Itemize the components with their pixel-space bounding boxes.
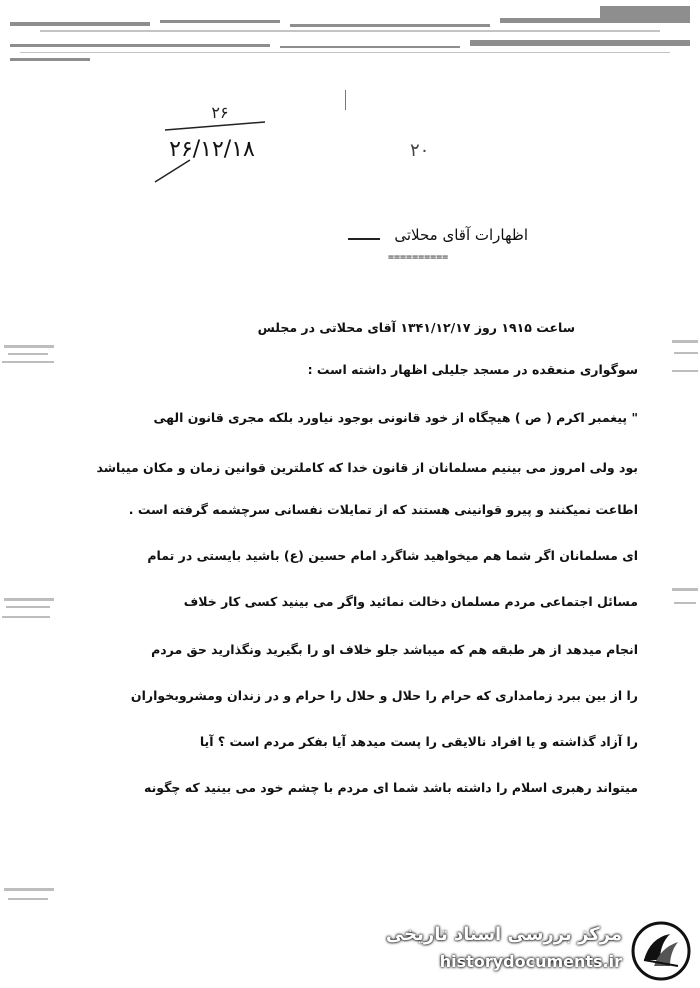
title-double-underline: ========== [388,252,449,263]
edge-noise-left-2 [0,590,60,640]
stamp-mark: ۲۰ [410,140,430,161]
body-line-1: ساعت ۱۹۱۵ روز ۱۳۴۱/۱۲/۱۷ آقای محلاتی در مجلس [257,320,575,335]
body-line-6: ای مسلمانان اگر شما هم میخواهید شاگرد امام حسین (ع) باشید بایستی در تمام [147,548,638,563]
body-line-2: سوگواری منعقده در مسجد جلیلی اظهار داشته است : [307,362,638,377]
handwritten-marks: ۲۶ [211,103,229,122]
body-line-7: مسائل اجتماعی مردم مسلمان دخالت نمائید واگر می بینید کسی کار خلاف [183,594,638,609]
edge-noise-right-1 [670,330,700,400]
body-line-10: را آزاد گذاشته و یا افراد نالایقی را پست میدهد آیا بفکر مردم است ؟ آیا [199,734,638,749]
title-extension-line [348,238,380,240]
edge-noise-right-2 [670,580,700,640]
watermark [385,918,700,988]
body-line-8: انجام میدهد از هر طبقه هم که میباشد جلو خلاف او را بگیرید ونگذارید حق مردم [151,642,638,657]
watermark-url: historydocuments.ir [439,952,622,971]
handwritten-date: ۲۶/۱۲/۱۸ [169,137,255,162]
body-line-11: میتواند رهبری اسلام را داشته باشد شما ای مردم با چشم خود می بینید که چگونه [144,780,638,795]
body-line-5: اطاعت نمیکنند و پیرو قوانینی هستند که از تمایلات نفسانی سرچشمه گرفته است . [128,502,638,517]
body-line-9: را از بین ببرد زمامداری که حرام را حلال و حلال را حرام و در زندان ومشروبخواران [130,688,638,703]
watermark-title: مرکز بررسی اسناد تاریخی [385,924,622,945]
handwritten-date-note [150,100,280,190]
header-rule [345,90,346,110]
body-line-3: " پیغمبر اکرم ( ص ) هیچگاه از خود قانونی بوجود نیاورد بلکه مجری قانون الهی [153,410,638,425]
edge-noise-left-1 [0,335,60,395]
edge-noise-left-3 [0,880,60,920]
photocopy-noise-top [0,0,700,80]
document-title: اظهارات آقای محلاتی [394,226,528,244]
archive-logo-icon [630,920,692,982]
body-line-4: بود ولی امروز می بینیم مسلمانان از قانون خدا که کاملترین قوانین زمان و مکان میباشد [96,460,638,475]
